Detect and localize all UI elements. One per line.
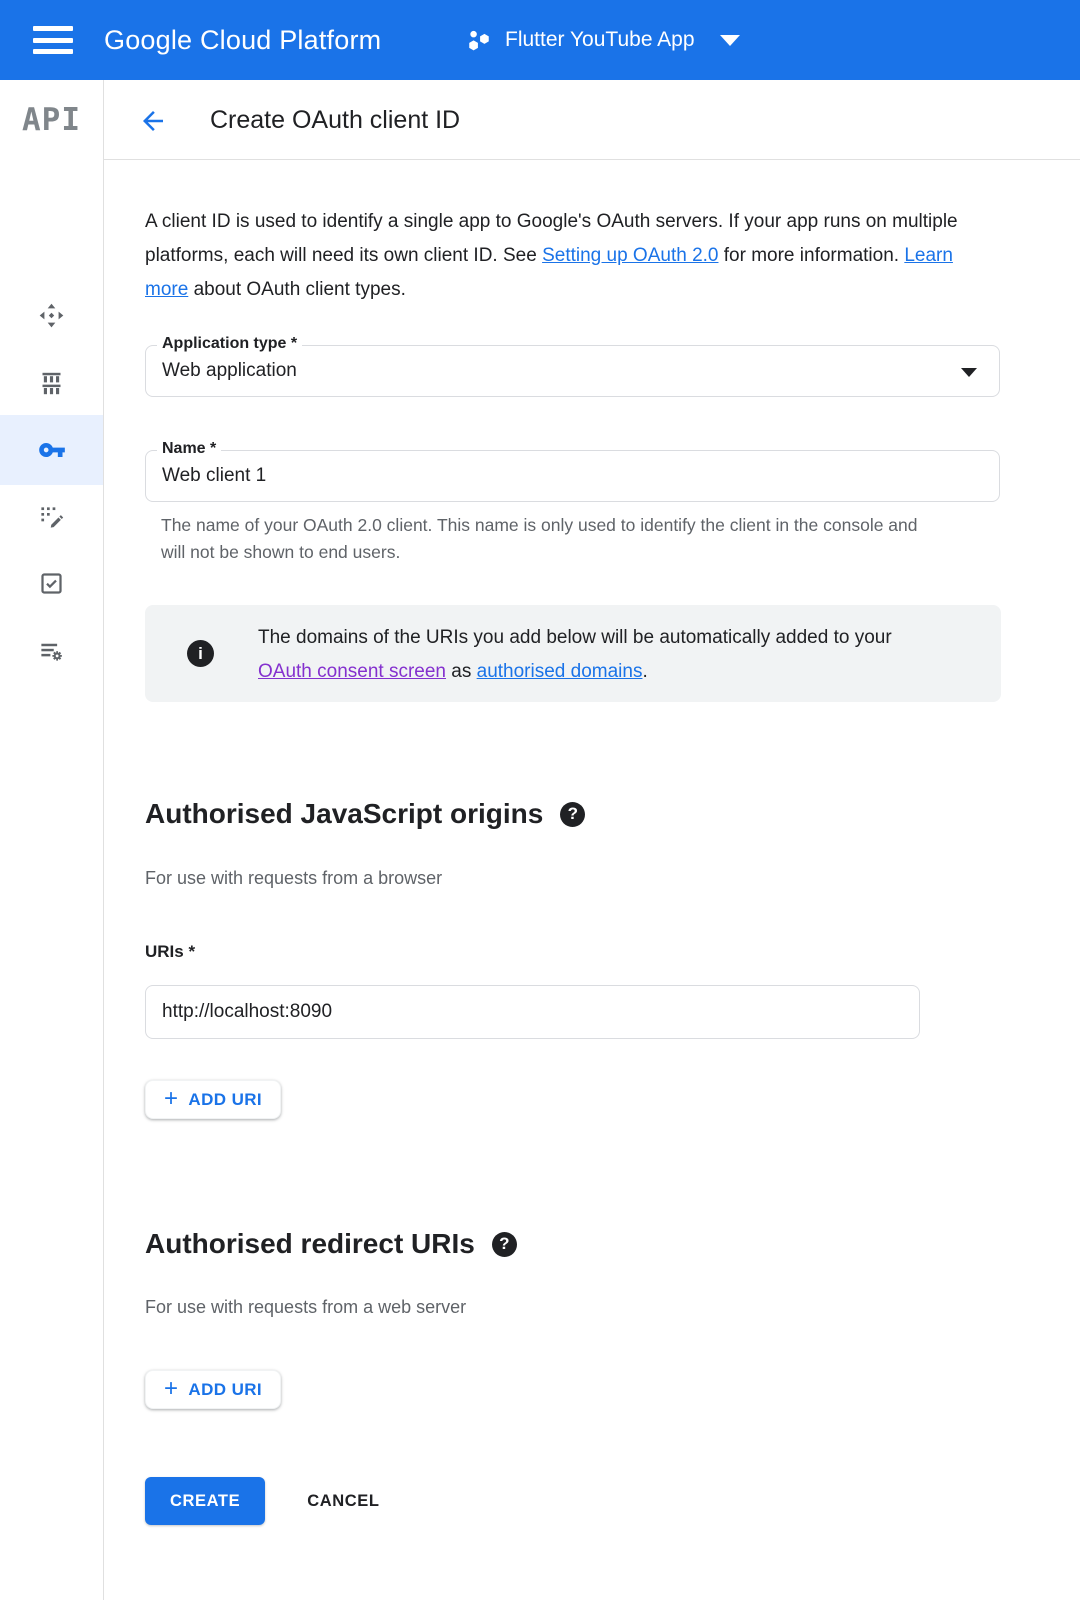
application-type-select[interactable] [145, 335, 1000, 397]
sidebar-item-library[interactable] [0, 348, 103, 418]
application-type-label: Application type * [157, 335, 302, 353]
add-uri-button-redirect[interactable] [145, 1370, 281, 1409]
intro-text: A client ID is used to identify a single app to Google's OAuth servers. If your app runs on multiple platforms, each will need its own client ID. See [145, 211, 958, 266]
plus-icon: + [164, 1374, 179, 1402]
credentials-key-icon [38, 436, 66, 464]
sidebar-item-oauth-consent[interactable] [0, 482, 103, 552]
info-icon: i [187, 640, 214, 667]
client-name-field[interactable] [145, 440, 1000, 502]
info-text-segment: . [642, 661, 648, 682]
sidebar-item-credentials[interactable] [0, 415, 103, 485]
js-origins-subtitle: For use with requests from a browser [145, 868, 443, 888]
redirect-uris-section-title [145, 1228, 517, 1260]
plus-icon: + [164, 1084, 179, 1112]
sidebar-item-domain-verification[interactable] [0, 548, 103, 618]
sidebar-item-usage-agreements[interactable] [0, 615, 103, 685]
dashboard-icon [38, 302, 65, 329]
main-content [103, 160, 1080, 1600]
info-text-segment: The domains of the URIs you add below will be automatically added to your [258, 627, 892, 648]
uris-label: URIs * [145, 942, 196, 961]
sidebar-item-dashboard[interactable] [0, 280, 103, 350]
info-banner-text [258, 621, 948, 689]
project-name: Flutter YouTube App [505, 28, 695, 51]
redirect-uris-heading: Authorised redirect URIs [145, 1228, 475, 1259]
client-name-helper: The name of your OAuth 2.0 client. This name is only used to identify the client in the console and will not be shown to end users. [161, 515, 918, 562]
uri-input[interactable] [145, 985, 920, 1039]
learn-more-link[interactable]: Learn more [145, 245, 953, 300]
add-uri-label: ADD URI [188, 1089, 263, 1109]
oauth-consent-screen-link[interactable]: OAuth consent screen [258, 661, 446, 682]
redirect-uris-subtitle: For use with requests from a web server [145, 1297, 467, 1317]
help-icon[interactable]: ? [492, 1232, 517, 1257]
domain-verification-icon [38, 570, 65, 597]
add-uri-label: ADD URI [188, 1379, 263, 1399]
client-name-label: Name * [157, 440, 221, 458]
library-icon [38, 370, 65, 397]
intro-text: about OAuth client types. [188, 279, 406, 300]
intro-text: for more information. [718, 245, 905, 266]
oauth-consent-icon [38, 504, 65, 531]
menu-icon[interactable] [33, 26, 73, 54]
info-banner [145, 605, 1001, 702]
help-icon[interactable]: ? [560, 802, 585, 827]
usage-agreements-icon [38, 637, 65, 664]
project-switcher[interactable] [466, 0, 740, 80]
application-type-value: Web application [162, 360, 297, 381]
cancel-button[interactable]: CANCEL [307, 1491, 380, 1510]
back-arrow-icon[interactable] [138, 106, 168, 136]
chevron-down-icon [720, 35, 740, 46]
project-icon [466, 27, 492, 53]
dropdown-arrow-icon [961, 368, 977, 377]
sidebar-nav [0, 160, 103, 1600]
setting-up-oauth-link[interactable]: Setting up OAuth 2.0 [542, 245, 719, 266]
form-actions [145, 1477, 380, 1525]
info-text-segment: as [446, 661, 477, 682]
js-origins-heading: Authorised JavaScript origins [145, 798, 544, 829]
add-uri-button-origins[interactable] [145, 1080, 281, 1119]
page-title: Create OAuth client ID [210, 106, 461, 134]
js-origins-section-title [145, 798, 585, 830]
client-name-value: Web client 1 [162, 465, 267, 486]
product-name: Google Cloud Platform [104, 25, 382, 55]
api-logo: API [22, 102, 81, 138]
intro-paragraph [145, 205, 993, 307]
top-app-bar [0, 0, 1080, 80]
authorised-domains-link[interactable]: authorised domains [476, 661, 643, 682]
create-button[interactable]: CREATE [145, 1477, 265, 1525]
